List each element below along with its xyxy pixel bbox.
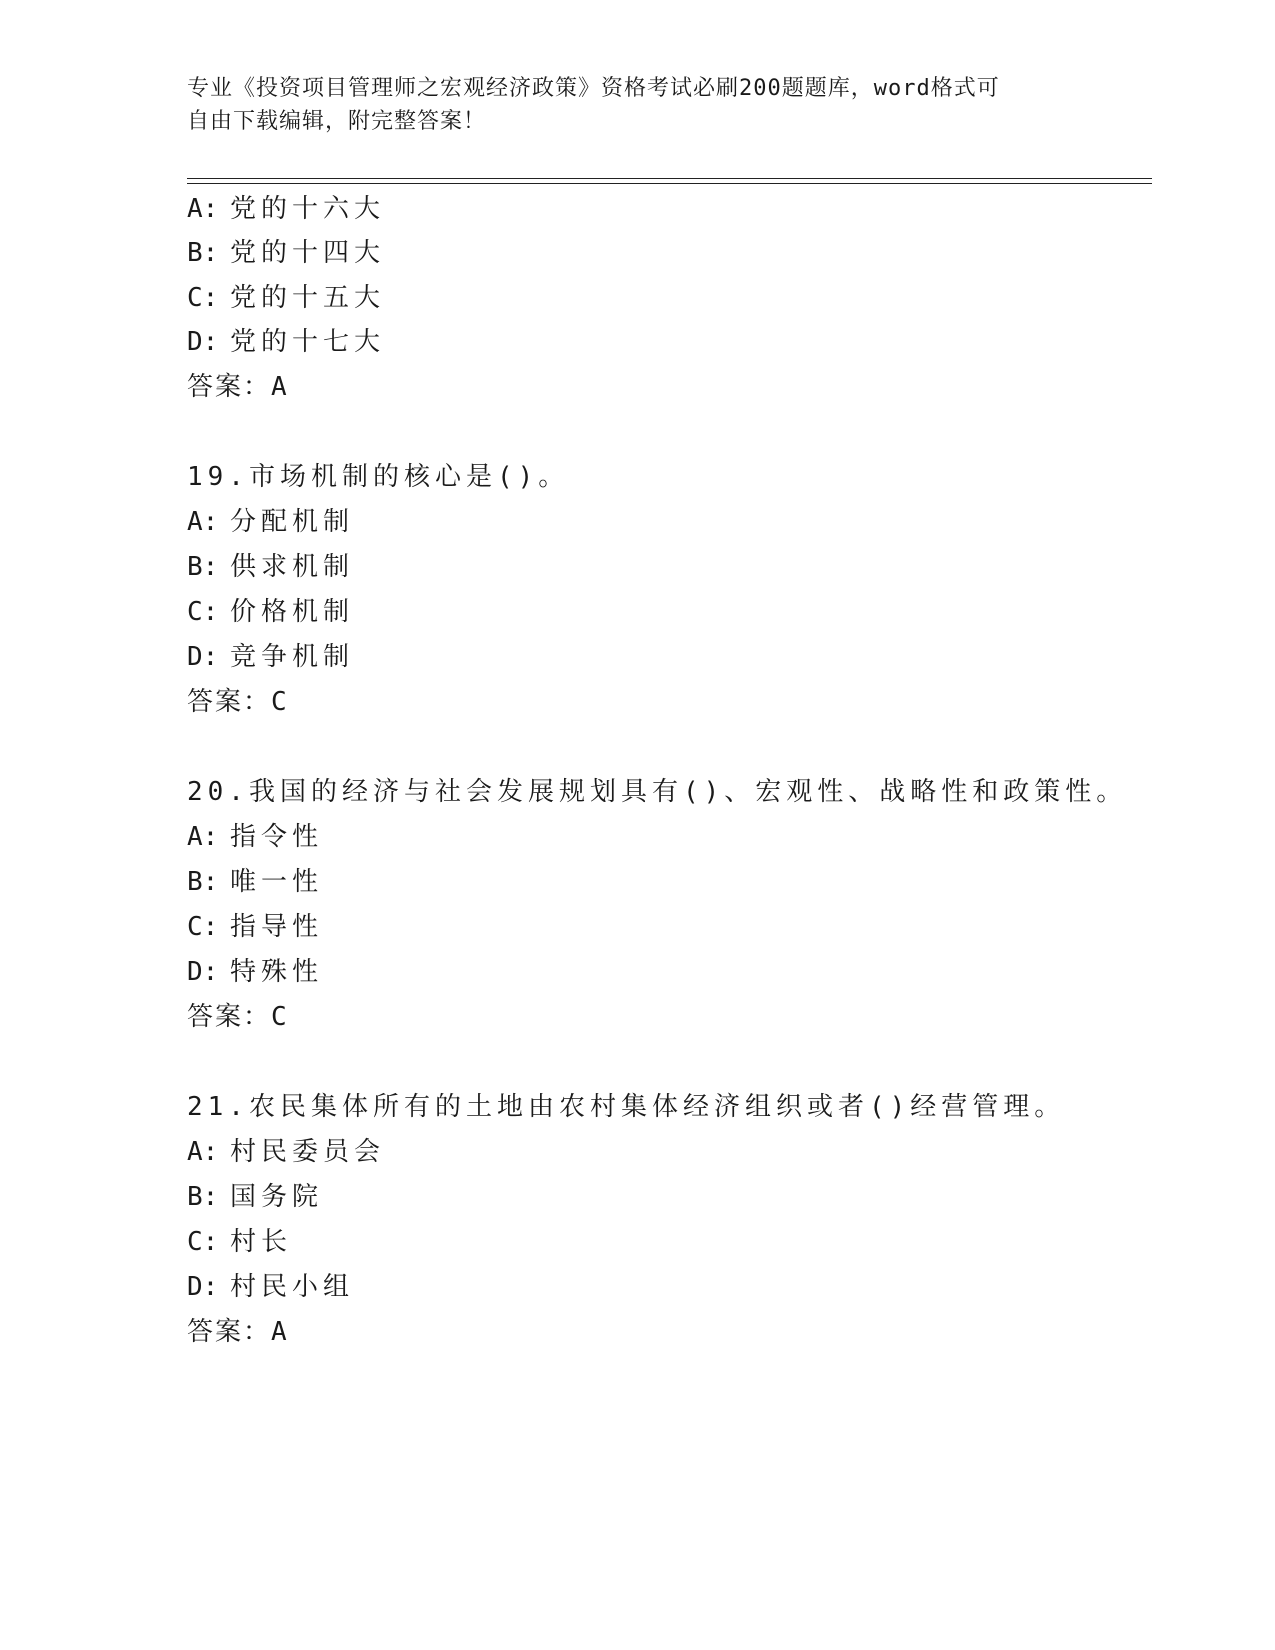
q18-option-c: C: 党的十五大 [187, 283, 386, 313]
document-header [187, 72, 1087, 138]
q18-option-a: A: 党的十六大 [187, 194, 386, 224]
q21-option-a: A: 村民委员会 [187, 1137, 386, 1167]
q18-answer: 答案：A [187, 372, 289, 402]
q19-question: 19.市场机制的核心是()。 [187, 462, 570, 492]
q20-question: 20.我国的经济与社会发展规划具有()、宏观性、战略性和政策性。 [187, 777, 1128, 807]
q21-option-b: B: 国务院 [187, 1182, 324, 1212]
header-divider-bottom [187, 183, 1152, 184]
q20-option-b: B: 唯一性 [187, 867, 324, 897]
q19-option-d: D: 竞争机制 [187, 642, 355, 672]
q18-option-d: D: 党的十七大 [187, 327, 386, 357]
header-line-1: 专业《投资项目管理师之宏观经济政策》资格考试必刷200题题库，word格式可 [187, 76, 1000, 101]
q19-option-a: A: 分配机制 [187, 507, 355, 537]
q18-option-b: B: 党的十四大 [187, 238, 386, 268]
q21-question: 21.农民集体所有的土地由农村集体经济组织或者()经营管理。 [187, 1092, 1066, 1122]
q19-option-c: C: 价格机制 [187, 597, 355, 627]
q19-answer: 答案：C [187, 687, 289, 717]
q21-option-c: C: 村长 [187, 1227, 293, 1257]
q20-answer: 答案：C [187, 1002, 289, 1032]
header-divider-top [187, 178, 1152, 179]
q20-option-c: C: 指导性 [187, 912, 324, 942]
q21-answer: 答案：A [187, 1317, 289, 1347]
header-line-2: 自由下载编辑，附完整答案！ [187, 109, 487, 134]
q21-option-d: D: 村民小组 [187, 1272, 355, 1302]
q20-option-d: D: 特殊性 [187, 957, 324, 987]
q20-option-a: A: 指令性 [187, 822, 324, 852]
q19-option-b: B: 供求机制 [187, 552, 355, 582]
